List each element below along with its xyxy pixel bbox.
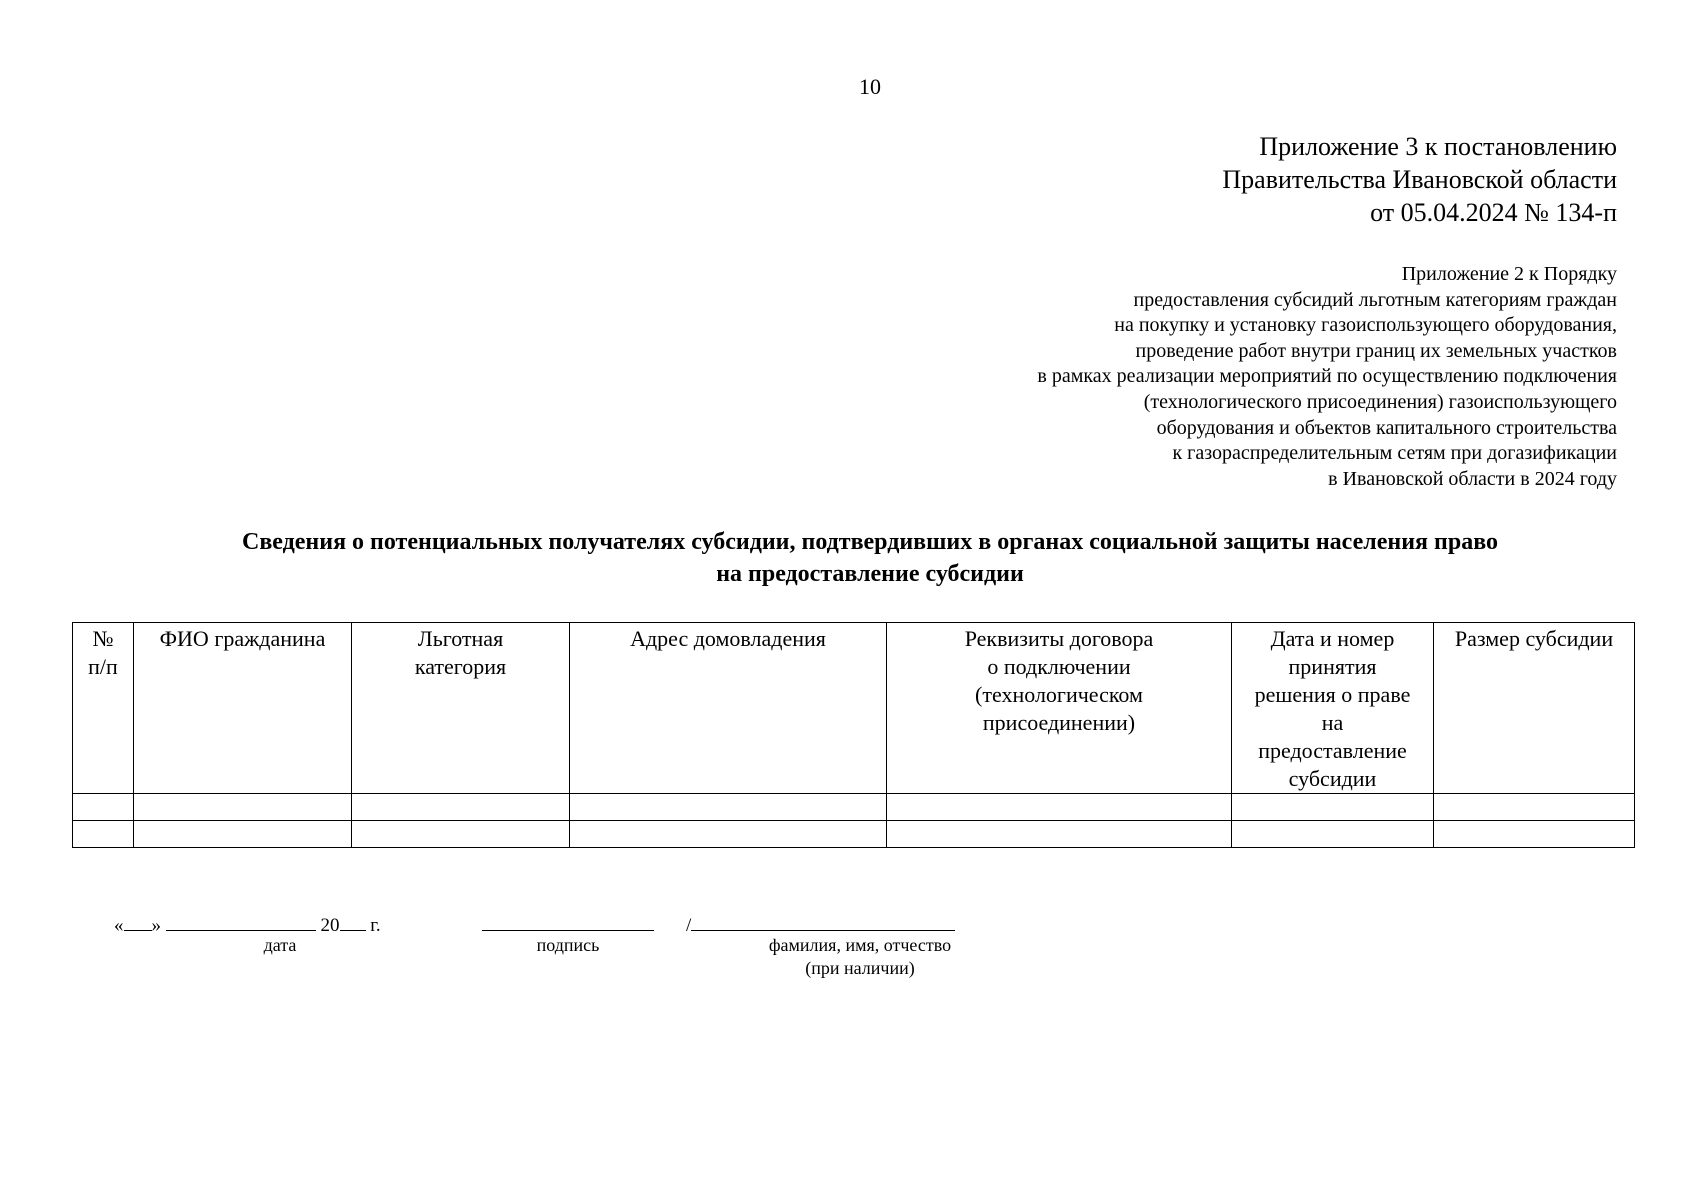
- appendix-secondary-line: Приложение 2 к Порядку: [1401, 263, 1617, 285]
- table-cell[interactable]: [1232, 821, 1434, 848]
- header-text: Реквизиты договора: [964, 626, 1154, 651]
- header-text: принятия: [1288, 654, 1377, 679]
- name-caption: фамилия, имя, отчество: [768, 935, 952, 955]
- appendix-secondary-line: на покупку и установку газоиспользующего оборудования,: [1114, 314, 1617, 337]
- table-cell[interactable]: [570, 821, 887, 848]
- header-category: [352, 623, 570, 794]
- page-number: 10: [859, 74, 881, 99]
- appendix-secondary-line: в рамках реализации мероприятий по осуществлению подключения: [1037, 365, 1617, 388]
- full-name-blank[interactable]: [691, 912, 955, 931]
- header-amount: [1434, 623, 1635, 794]
- header-fio: [134, 623, 352, 794]
- quote-open: «: [114, 915, 124, 936]
- table-cell[interactable]: [134, 794, 352, 821]
- header-text: №: [92, 626, 114, 651]
- appendix-secondary-line: (технологического присоединения) газоиспользующего: [1143, 390, 1617, 413]
- header-text: (технологическом: [975, 682, 1143, 707]
- table-cell[interactable]: [1434, 821, 1635, 848]
- document-title-line: на предоставление субсидии: [716, 561, 1024, 587]
- appendix-secondary-block: [817, 262, 1617, 492]
- full-name-field: [686, 912, 955, 937]
- header-decision: [1232, 623, 1434, 794]
- table-cell[interactable]: [570, 794, 887, 821]
- header-text: Льготная: [417, 626, 504, 651]
- header-text: ФИО гражданина: [159, 626, 326, 651]
- table-cell[interactable]: [352, 794, 570, 821]
- appendix-main-line: Правительства Ивановской области: [1222, 165, 1617, 194]
- signature-caption: подпись: [536, 935, 600, 955]
- appendix-secondary-line: оборудования и объектов капитального строительства: [1156, 416, 1617, 439]
- appendix-main-line: от 05.04.2024 № 134-п: [1370, 198, 1617, 227]
- slash: /: [686, 915, 692, 936]
- table-cell[interactable]: [352, 821, 570, 848]
- table-cell[interactable]: [887, 821, 1232, 848]
- day-blank[interactable]: [124, 912, 152, 931]
- table-cell[interactable]: [134, 821, 352, 848]
- recipients-table: [72, 622, 1635, 848]
- table-row: [73, 794, 1635, 821]
- quote-close: »: [151, 915, 161, 936]
- signature-field: [482, 912, 654, 937]
- header-text: о подключении: [987, 654, 1131, 679]
- table-row: [73, 821, 1635, 848]
- header-text: Размер субсидии: [1454, 626, 1614, 651]
- header-text: присоединении): [982, 710, 1136, 735]
- header-text: субсидии: [1288, 766, 1377, 791]
- header-text: Дата и номер: [1270, 626, 1395, 651]
- name-caption-note: (при наличии): [805, 958, 915, 978]
- appendix-main-line: Приложение 3 к постановлению: [1259, 132, 1617, 161]
- table-cell[interactable]: [1232, 794, 1434, 821]
- header-num: [73, 623, 134, 794]
- table-cell[interactable]: [73, 794, 134, 821]
- header-text: на: [1321, 710, 1344, 735]
- header-text: п/п: [88, 654, 118, 679]
- table-cell[interactable]: [1434, 794, 1635, 821]
- header-address: [570, 623, 887, 794]
- date-field: [114, 912, 381, 937]
- month-blank[interactable]: [166, 912, 316, 931]
- header-text: Адрес домовладения: [630, 626, 826, 651]
- header-contract: [887, 623, 1232, 794]
- table-header-row: [73, 623, 1635, 794]
- header-text: решения о праве: [1254, 682, 1411, 707]
- signature-blank[interactable]: [482, 912, 654, 931]
- table-cell[interactable]: [887, 794, 1232, 821]
- appendix-main-block: [917, 130, 1617, 229]
- document-title-line: Сведения о потенциальных получателях субсидии, подтвердивших в органах социальной защиты населения право: [241, 529, 1499, 555]
- header-text: предоставление: [1258, 738, 1407, 763]
- appendix-secondary-line: проведение работ внутри границ их земельных участков: [1135, 339, 1617, 362]
- date-caption: дата: [263, 935, 297, 955]
- year-blank[interactable]: [340, 912, 366, 931]
- header-text: категория: [414, 654, 507, 679]
- year-suffix: г.: [370, 915, 381, 936]
- document-title: [110, 526, 1630, 590]
- table-cell[interactable]: [73, 821, 134, 848]
- appendix-secondary-line: в Ивановской области в 2024 году: [1328, 467, 1617, 490]
- appendix-secondary-line: к газораспределительным сетям при догазификации: [1172, 442, 1617, 465]
- appendix-secondary-line: предоставления субсидий льготным категориям граждан: [1133, 288, 1617, 311]
- year-prefix: 20: [320, 915, 340, 936]
